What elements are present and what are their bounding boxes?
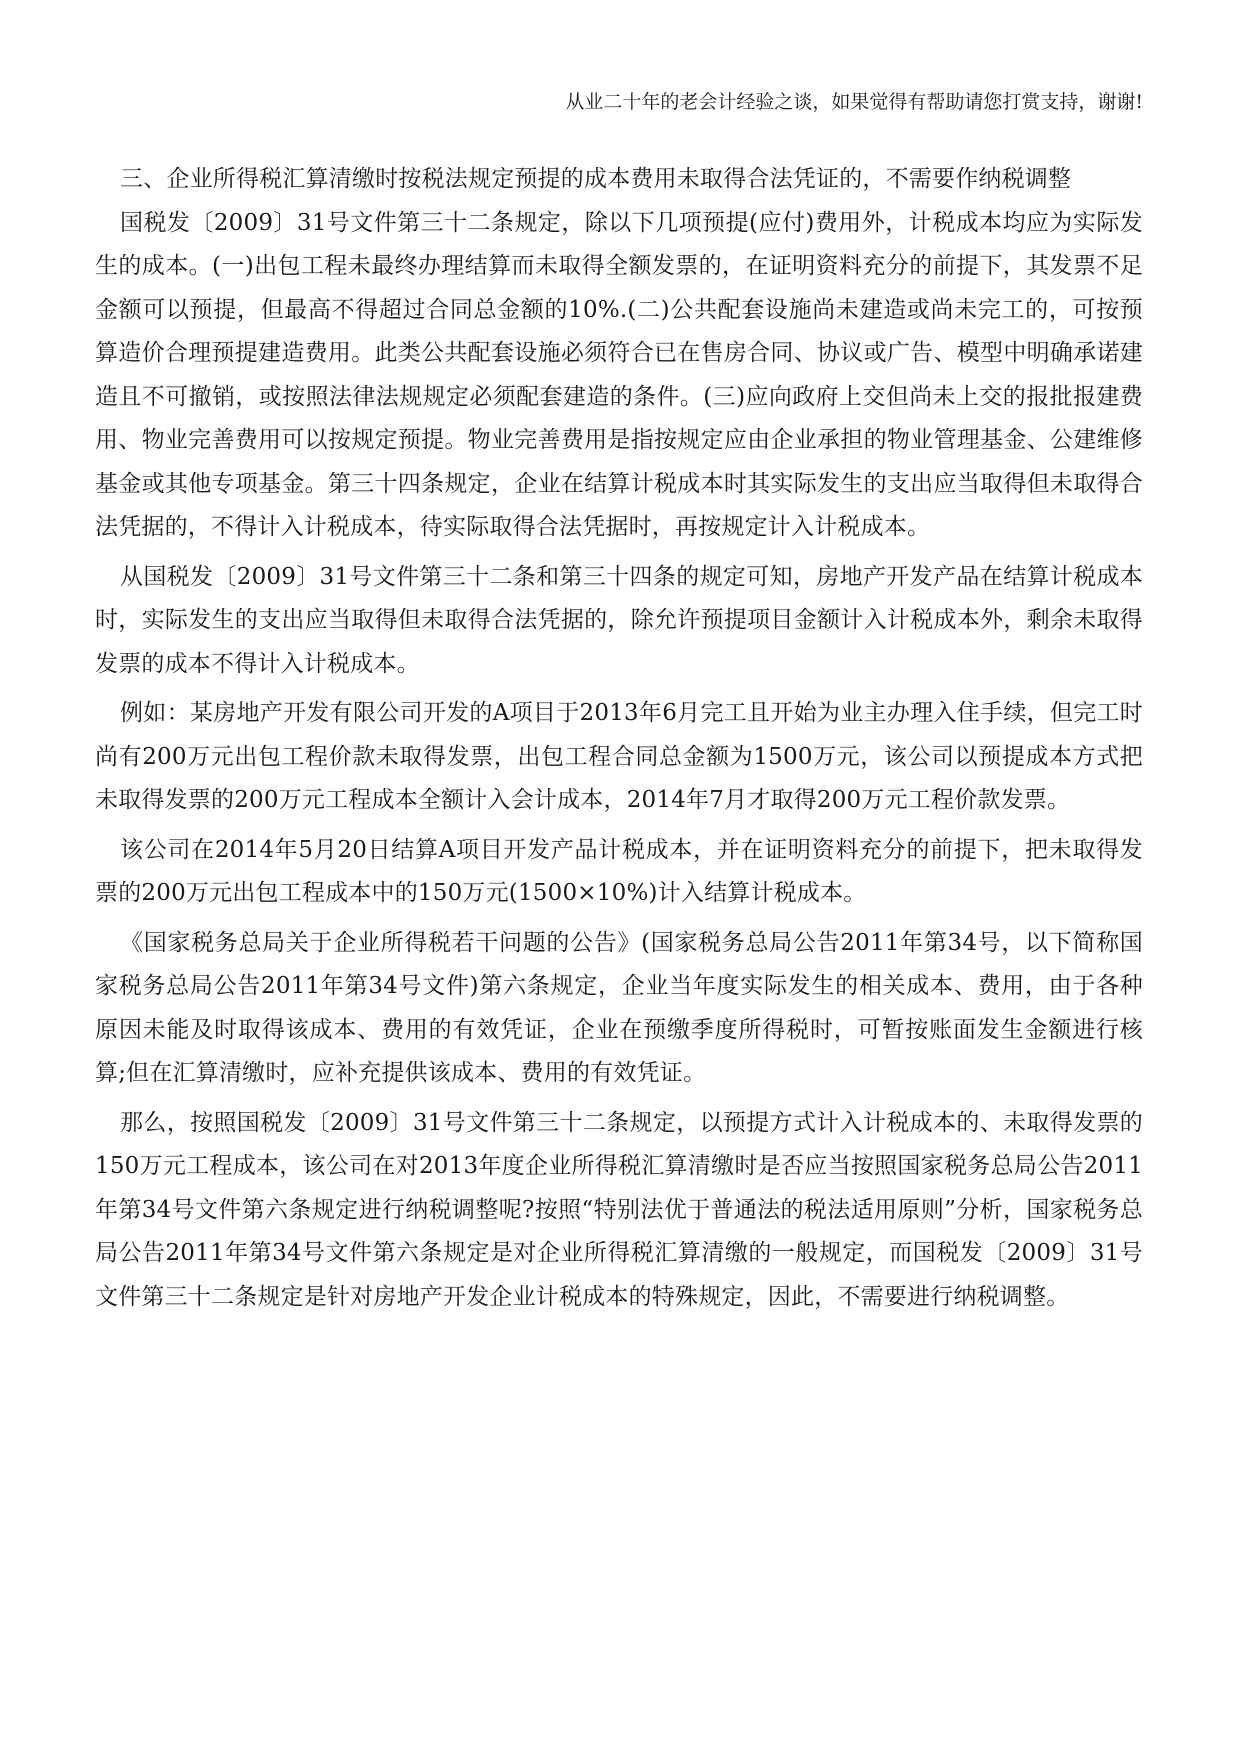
- example-paragraph: 例如：某房地产开发有限公司开发的A项目于2013年6月完工且开始为业主办理入住手续，但完工时尚有200万元出包工程价款未取得发票，出包工程合同总金额为1500万元，该公司以预提成本方式把未取得发票的200万元工程成本全额计入会计成本，2014年7月才取得200万元工程价款发票。: [95, 700, 1143, 813]
- conclusion-paragraph: 从国税发〔2009〕31号文件第三十二条和第三十四条的规定可知，房地产开发产品在结算计税成本时，实际发生的支出应当取得但未取得合法凭据的，除允许预提项目金额计入计税成本外，剩余未取得发票的成本不得计入计税成本。: [95, 563, 1143, 677]
- analysis-paragraph: 那么，按照国税发〔2009〕31号文件第三十二条规定，以预提方式计入计税成本的、未取得发票的150万元工程成本，该公司在对2013年度企业所得税汇算清缴时是否应当按照国家税务总局公告2011年第34号文件第六条规定进行纳税调整呢?按照“特别法优于普通法的税法适用原则”分析，国家税务总局公告2011年第34号文件第六条规定是对企业所得税汇算清缴的一般规定，而国税发〔2009〕31号文件第三十二条规定是针对房地产开发企业计税成本的特殊规定，因此，不需要进行纳税调整。: [95, 1109, 1143, 1310]
- announcement-paragraph: 《国家税务总局关于企业所得税若干问题的公告》(国家税务总局公告2011年第34号，以下简称国家税务总局公告2011年第34号文件)第六条规定，企业当年度实际发生的相关成本、费用，由于各种原因未能及时取得该成本、费用的有效凭证，企业在预缴季度所得税时，可暂按账面发生金额进行核算;但在汇算清缴时，应补充提供该成本、费用的有效凭证。: [95, 929, 1143, 1086]
- section-heading-paragraph: 三、企业所得税汇算清缴时按税法规定预提的成本费用未取得合法凭证的，不需要作纳税调整: [120, 166, 1072, 192]
- article-body: [95, 158, 1143, 1319]
- settlement-paragraph: 该公司在2014年5月20日结算A项目开发产品计税成本，并在证明资料充分的前提下，把未取得发票的200万元出包工程成本中的150万元(1500×10%)计入结算计税成本。: [95, 836, 1143, 906]
- regulation-paragraph: 国税发〔2009〕31号文件第三十二条规定，除以下几项预提(应付)费用外，计税成本均应为实际发生的成本。(一)出包工程未最终办理结算而未取得全额发票的，在证明资料充分的前提下，其发票不足金额可以预提，但最高不得超过合同总金额的10%.(二)公共配套设施尚未建造或尚未完工的，可按预算造价合理预提建造费用。此类公共配套设施必须符合已在售房合同、协议或广告、模型中明确承诺建造且不可撤销，或按照法律法规规定必须配套建造的条件。(三)应向政府上交但尚未上交的报批报建费用、物业完善费用可以按规定预提。物业完善费用是指按规定应由企业承担的物业管理基金、公建维修基金或其他专项基金。第三十四条规定，企业在结算计税成本时其实际发生的支出应当取得但未取得合法凭据的，不得计入计税成本，待实际取得合法凭据时，再按规定计入计税成本。: [95, 209, 1143, 540]
- header-note: 从业二十年的老会计经验之谈，如果觉得有帮助请您打赏支持，谢谢!: [565, 91, 1143, 113]
